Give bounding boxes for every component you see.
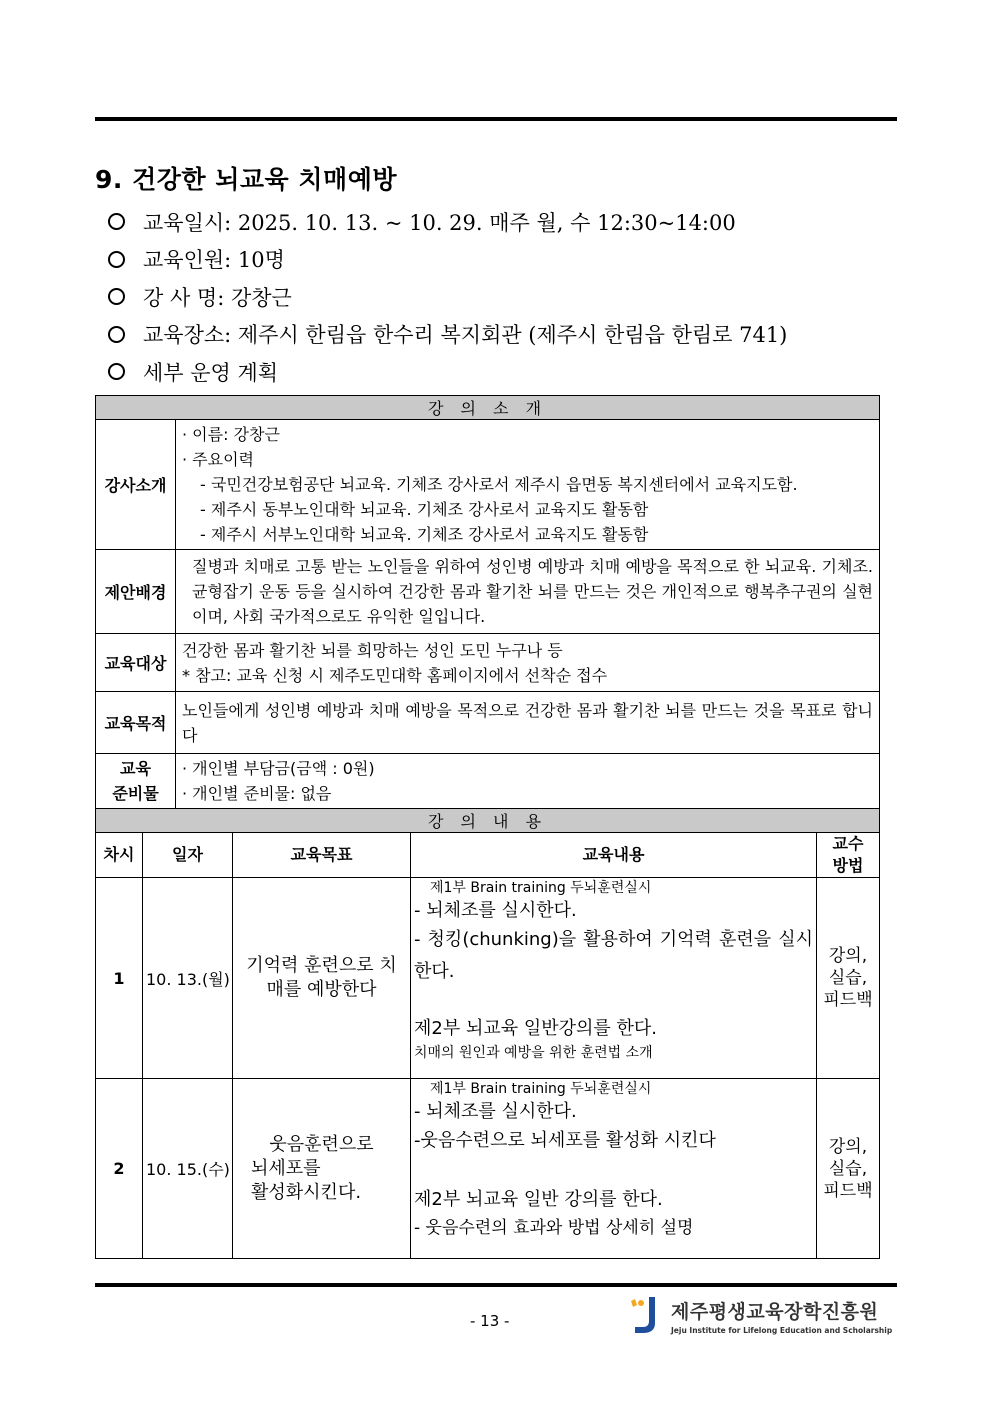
prep-cost: · 개인별 부담금(금액 : 0원) — [182, 759, 375, 778]
target-line: 건강한 몸과 활기찬 뇌를 희망하는 성인 도민 누구나 등 — [182, 640, 563, 660]
instructor-name: · 이름: 강창근 — [182, 425, 280, 444]
target-label: 교육대상 — [96, 634, 176, 692]
footer-rule — [95, 1283, 897, 1287]
session-number: 1 — [96, 878, 143, 1079]
instructor-content — [176, 420, 880, 550]
overview-list — [108, 203, 787, 391]
part2-title: 제2부 뇌교육 일반 강의를 한다. — [414, 1189, 663, 1210]
background-row — [96, 550, 880, 634]
part1-title: 제1부 Brain training 두뇌훈련실시 — [430, 1081, 652, 1097]
lectures-header: 강 의 내 용 — [96, 809, 880, 833]
column-header-row — [96, 833, 880, 878]
circle-bullet-icon — [108, 288, 125, 305]
circle-bullet-icon — [108, 251, 125, 268]
bullet-schedule: 교육일시: 2025. 10. 13. ~ 10. 29. 매주 월, 수 12:30~14:00 — [108, 203, 787, 241]
target-content — [176, 634, 880, 692]
background-label: 제안배경 — [96, 550, 176, 634]
session-content — [411, 1079, 817, 1259]
prep-label: 교육 준비물 — [96, 754, 176, 809]
circle-bullet-icon — [108, 326, 125, 343]
course-plan-table — [95, 395, 880, 1259]
bullet-location: 교육장소: 제주시 한림읍 한수리 복지회관 (제주시 한림읍 한림로 741) — [108, 316, 787, 354]
content-line: - 웃음수련의 효과와 방법 상세히 설명 — [414, 1218, 694, 1238]
content-line: 치매의 원인과 예방을 위한 훈련법 소개 — [414, 1045, 653, 1061]
career-item: - 국민건강보험공단 뇌교육. 기체조 강사로서 제주시 읍면동 복지센터에서 교육지도함. — [200, 475, 798, 494]
part2-title: 제2부 뇌교육 일반강의를 한다. — [414, 1018, 657, 1039]
session-content — [411, 878, 817, 1079]
org-name-en: Jeju Institute for Lifelong Education and Scholarship — [671, 1326, 893, 1335]
instructor-row — [96, 420, 880, 550]
content-line: - 청킹(chunking)을 활용하여 기억력 훈련을 실시한다. — [414, 929, 813, 982]
instructor-label: 강사소개 — [96, 420, 176, 550]
career-item: - 제주시 동부노인대학 뇌교육. 기체조 강사로서 교육지도 활동함 — [200, 500, 649, 519]
org-logo-icon — [625, 1295, 665, 1337]
circle-bullet-icon — [108, 363, 125, 380]
intro-header-row — [96, 396, 880, 420]
prep-content — [176, 754, 880, 809]
target-row — [96, 634, 880, 692]
col-content: 교육내용 — [411, 833, 817, 878]
bullet-capacity: 교육인원: 10명 — [108, 241, 787, 279]
circle-bullet-icon — [108, 213, 125, 230]
bullet-plan: 세부 운영 계획 — [108, 353, 787, 391]
session-method: 강의, 실습, 피드백 — [817, 878, 880, 1079]
section-title: 9. 건강한 뇌교육 치매예방 — [95, 165, 398, 194]
purpose-label: 교육목적 — [96, 692, 176, 754]
background-text: 질병과 치매로 고통 받는 노인들을 위하여 성인병 예방과 치매 예방을 목적으로 한 뇌교육. 기체조. 균형잡기 운동 등을 실시하여 건강한 몸과 활기찬 뇌를 만드는 것은 개인적으로 행복추구권의 실현이며, 사회 국가적으로도 유익한 일입니다. — [176, 550, 880, 634]
col-date: 일자 — [143, 833, 233, 878]
prep-row — [96, 754, 880, 809]
career-item: - 제주시 서부노인대학 뇌교육. 기체조 강사로서 교육지도 활동함 — [200, 525, 649, 544]
content-line: -웃음수련으로 뇌세포를 활성화 시킨다 — [414, 1130, 716, 1151]
content-line: - 뇌체조를 실시한다. — [414, 1101, 577, 1122]
content-line: - 뇌체조를 실시한다. — [414, 900, 577, 921]
target-note: * 참고: 교육 신청 시 제주도민대학 홈페이지에서 선착순 접수 — [182, 665, 608, 685]
org-name: 제주평생교육장학진흥원 — [671, 1301, 879, 1323]
session-goal: 기억력 훈련으로 치매를 예방한다 — [233, 878, 411, 1079]
col-session: 차시 — [96, 833, 143, 878]
bullet-instructor: 강 사 명: 강창근 — [108, 278, 787, 316]
prep-items: · 개인별 준비물: 없음 — [182, 784, 332, 803]
col-method: 교수 방법 — [817, 833, 880, 878]
col-goal: 교육목표 — [233, 833, 411, 878]
header-rule — [95, 117, 897, 121]
session-method: 강의, 실습, 피드백 — [817, 1079, 880, 1259]
part1-title: 제1부 Brain training 두뇌훈련실시 — [430, 880, 652, 896]
purpose-row — [96, 692, 880, 754]
page-number: - 13 - — [470, 1312, 510, 1330]
table-row — [96, 1079, 880, 1259]
career-title: · 주요이력 — [182, 450, 254, 469]
org-logo — [625, 1295, 892, 1337]
session-date: 10. 13.(월) — [143, 878, 233, 1079]
lectures-header-row — [96, 809, 880, 833]
table-row — [96, 878, 880, 1079]
session-number: 2 — [96, 1079, 143, 1259]
intro-header: 강 의 소 개 — [96, 396, 880, 420]
purpose-text: 노인들에게 성인병 예방과 치매 예방을 목적으로 건강한 몸과 활기찬 뇌를 만드는 것을 목표로 합니다 — [176, 692, 880, 754]
session-goal: 웃음훈련으로 뇌세포를 활성화시킨다. — [233, 1079, 411, 1259]
session-date: 10. 15.(수) — [143, 1079, 233, 1259]
